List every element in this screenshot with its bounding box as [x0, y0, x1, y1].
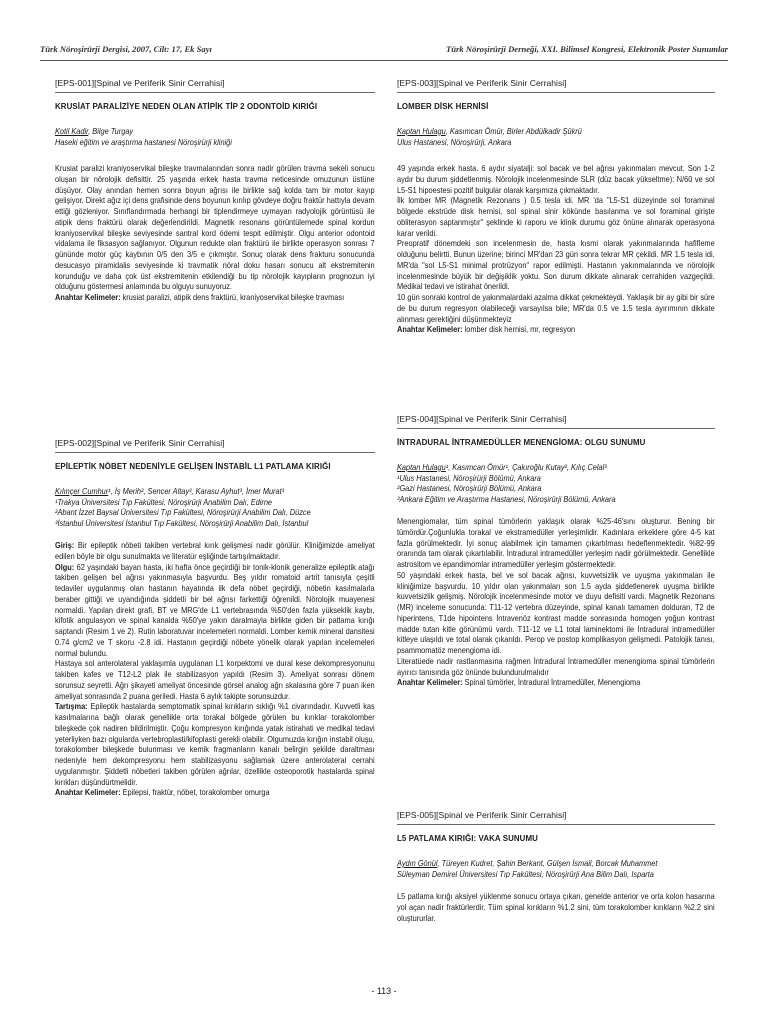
author-list [55, 127, 375, 138]
co-authors: , Türeyen Kudret, Şahin Berkant, Gülşen İsmail, Borcak Muhammet [437, 859, 658, 868]
abstract-code: [EPS-001][Spinal ve Periferik Sinir Cerrahisi] [55, 78, 225, 88]
presenting-author: Aydın Gönül [397, 859, 438, 868]
body-paragraph: İlk lomber MR (Magnetik Rezonans ) 0.5 tesla idi. MR 'da "L5-S1 düzeyinde sol foraminal bölgede ekstrüde disk hernisi, sol spinal sinir kökünde basılanma ve sol foraminal girişte obliterasyon saptanmıştır" şeklinde ki raporu ve klinik durumu göz önüne alınarak operasyona karar verildi. [397, 196, 715, 238]
abstract-code: [EPS-005][Spinal ve Periferik Sinir Cerrahisi] [397, 810, 567, 820]
body-paragraph: Hastaya sol anterolateral yaklaşımla uygulanan L1 korpektomi ve dural kese dekompresyonunu takiben kafes ve T12-L2 plak ile stabilizasyon yapıldı (Resim 3). Ameliyat sonrası dönem sorunsuz seyretti. Ağrı şikayeti ameliyat öncesinde görsel analog ağrı skalasına göre 7 puan iken ameliyat sonrasında 2 puana geriledi. Hasta 6 aylık takipte sorunsuzdur. [55, 659, 375, 701]
running-header [40, 44, 728, 58]
presenting-author: Kaptan Hulagu [397, 463, 446, 472]
keywords [55, 293, 375, 304]
abstract-body [397, 892, 715, 924]
header-rule [40, 60, 728, 61]
code-rule [397, 824, 715, 825]
author-list [397, 463, 715, 474]
author-list [397, 127, 715, 138]
presenting-author: Kaptan Hulagu [397, 127, 446, 136]
body-paragraph: Olgu: 62 yaşındaki bayan hasta, iki hafta önce geçirdiği bir tonik-klonik generalize epileptik atağı takiben gelişen bel ağrısı yakınmasıyla başvurdu. Beş yıldır romatoid artrit tanısıyla çeşitli tedaviler uygulanmış olan hastanın hayatında ilk defa nöbet geçirdiği, nöbetin kasılmalarla beraber gittiği ve uyandığında şiddetli bir bel ağrısı farkettiği öğrenildi. Nörolojik muayenesi normaldi. Yapılan direkt grafi, BT ve MRG'de L1 vertebrasında %50'den fazla yükseklik kaybı, kifotik angulasyon ve spinal kanalda %50'ye yakın daralmayla birlikte giden bir patlama kırığı saptandı (Resim 1 ve 2). Rutin laboratuvar incelemeleri normaldi. Lomber kemik mineral dansitesi 0.74 g/cm2 ve T skoru -2.8 idi. Hastanın geçirdiği nöbete yönelik olarak yapılan incelemeleri normal bulundu. [55, 562, 375, 658]
author-list [397, 859, 715, 870]
body-paragraph: Literatüede nadir rastlanmasına rağmen İntradural İntramedüller menengioma spinal tümörlerin ayırıcı tanısında göz önünde bulundurulmalıdır [397, 656, 715, 677]
keywords-label: Anahtar Kelimeler: [397, 325, 463, 335]
abstract-body [397, 517, 715, 689]
affiliation: ²Abant İzzet Baysal Üniversitesi Tıp Fakültesi, Nöroşirürji Anabilim Dalı, Düzce [55, 508, 311, 517]
abstract-eps-004 [397, 413, 715, 689]
affiliation: ²Gazi Hastanesi, Nöroşirürji Bölümü, Ankara [397, 484, 542, 493]
keywords [397, 325, 715, 336]
body-paragraph: Giriş: Bir epileptik nöbeti takiben vertebral kırık gelişmesi nadir görülür. Kliniğimizde ameliyat edilen böyle bir olgu sunulmakta ve literatür eşliğinde tartışılmaktadır. [55, 541, 375, 561]
body-paragraph: Menengiomalar, tüm spinal tümörlerin yaklaşık olarak %25-46'sını oluşturur. Bening bir tümördür.Çoğunlukla torakal ve ekstramedüller yerleşimlidir. Kadınlara erkeklere göre 4-5 kat fazla görülmektedir. İyi sonuç alabilmek için tamamen çıkartılması hedeflenmektedir. %82-99 oranında tam olarak çıkartılabilir. İntradural intramedüller yerleşim nadir görülmektedir. Genellikle astrositom ve epandimomlar intramedüller yerleşim göstermektedir. [397, 517, 715, 569]
affiliation: ¹Ulus Hastanesi, Nöroşirürji Bölümü, Ankara [397, 473, 541, 483]
co-authors: , Kasımcan Ömür, Birler Abdülkadir Şükrü [445, 127, 582, 136]
body-paragraph: Krusiat paralizi kraniyoservikal bileşke travmalarından sonra nadir görülen travma sekeli sonucu oluşan bir nörolojik defisittir. 25 yaşında erkek hasta travma neticesinde omuzunun üstüne düşüyor. Olay anından hemen sonra boyun ağrısı ile birlikte sağ kolda tam bir motor kayıp gelişiyor. Direkt ağız içi dens grafisinde dens boyunun kırılıp gövdeye doğru fraktür hattıyla devam ettiği gözleniyor. Sınıflandırmada herhangi bir tiplendirmeye uymayan radyolojik görüntüsü ile atipik dens fraktürü olarak değerlendirildi. Magnetik resonans görüntülemede spinal kordun kraniyoservikal bileşke seviyesinde santral kord ödemi tespit edilmiştir. Olgu anterior odontoid vidalama ile fiksasyon sağlanıyor. Olgunun redukte olan fraktürü ile birlikte operasyon sonrası 7 gününde motor güç kaybının 0/5 den 3/5 e çıkmıştır. Sonuç olarak dens frakturu sonucunda desucasyo piramidalis seviyesinde ki travmatik nöral doku hasarı sonucu alt ekstremitenin korunduğu ve daha çok üst ekstremitenin etkilendiği bu tip nörolojik kayıpların prognozun iyi olduğunu göstermesi anlamında bu olguyu sunuyoruz. [55, 164, 375, 292]
section-label: Olgu: [55, 562, 75, 572]
presenting-author: Kılınçer Cumhur [55, 487, 109, 496]
section-label: Giriş: [55, 541, 75, 550]
code-rule [397, 428, 715, 429]
affiliation: Süleyman Demirel Üniversitesi Tıp Fakültesi, Nöroşirürji Ana Bilim Dalı, Isparta [397, 869, 654, 879]
journal-header: Türk Nöroşirürji Dergisi, 2007, Cilt: 17, Ek Sayı [40, 44, 212, 54]
keywords-label: Anahtar Kelimeler: [55, 293, 121, 302]
page-number: - 113 - [371, 986, 397, 996]
abstract-body [55, 541, 375, 799]
abstract-code: [EPS-003][Spinal ve Periferik Sinir Cerrahisi] [397, 78, 567, 88]
section-label: Tartışma: [55, 702, 88, 712]
affiliation: Haseki eğitim ve araştırma hastanesi Nöroşirürji kliniği [55, 137, 232, 147]
body-paragraph: Tartışma: Epileptik hastalarda semptomatik spinal kırıkların sıklığı %1 civarındadır. Kuvvetli kas kasılmalarına bağlı olarak genellikle orta torakal bölgede görülen bu kırıklar torakolomber bileşkede çok nadiren bildirilmiştir. Çoğu kompresyon kırığında yatak istirahati ve medikal tedavi yeterliyken bazı olgularda vertebroplasti/kifoplasti gerekli olabilir. Olgumuzda kırığın instabil oluşu, torakolomber bileşkede bulunması ve kemik fragmanların kanalı belirgin şekilde daraltması nedeniyle hem dekompresyonu hem stabilizasyonu sağlamak üzere anterolateral cerrahi uygulanmıştır. Şiddetli nöbetleri takiben görülen ağrılar, özellikle osteoporotik hastalarda spinal kırıkları düşündürtmelidir. [55, 702, 375, 787]
affiliation: Ulus Hastanesi, Nöroşirürji, Ankara [397, 137, 512, 147]
body-paragraph: L5 patlama kırığı aksiyel yüklenme sonucu ortaya çıkan, genelde anterior ve orta kolon hasarına yol açan nadir fraktürlerdir. Tüm spinal kırıkların %1.2 sini, tüm torakolomber kırıkların %2.2 sini oluştururlar. [397, 892, 715, 923]
body-paragraph: Preopratif dönemdeki son incelenmesin de, hasta kısmi olarak yakınmalarında hafifleme olduğunu belirtti. Bunun üzerine; birinci MR'dan 23 gün sonra tekrar MR çekildi. MR 1.5 tesla idi. MR'da "sol L5-S1 minimal protrüzyon" rapor edilmişti. Hastanın yakınmalarında ve nörolojik incelenmesinde büyük bir değişiklik yoktu. Son durum dikkate alınarak cerrahiden vazgeçildi. Medikal tedavi ve istirahat önerildi. [397, 239, 715, 292]
co-authors: , Bilge Turgay [88, 127, 134, 136]
congress-header: Türk Nöroşirürji Derneği, XXI. Bilimsel Kongresi, Elektronik Poster Sunumlar [446, 44, 728, 54]
author-list [55, 487, 375, 498]
body-paragraph: 10 gün sonraki kontrol de yakınmalardaki azalma dikkat çekmekteydi. Yaklaşık bir ay gibi bir süre de bu durum regresyon olabileceği varsayılsa bile; MR'da 0.5 ve 1.5 tesla ayırımının dikkate alınması gerektiğini düşünmekteyiz [397, 293, 715, 324]
abstract-eps-005 [397, 809, 715, 924]
co-authors: ¹, Kasımcan Ömür¹, Çakıroğlu Kutay², Kılıç Celal³ [445, 463, 607, 472]
code-rule [397, 92, 715, 93]
abstract-title: İNTRADURAL İNTRAMEDÜLLER MENENGİOMA: OLGU SUNUMU [397, 437, 646, 447]
abstract-title: LOMBER DİSK HERNİSİ [397, 101, 489, 111]
presenting-author: Kotil Kadir [55, 127, 89, 136]
keywords-text: Spinal tümörler, İntradural İntramedüller, Menengioma [464, 678, 641, 688]
code-rule [55, 452, 375, 453]
body-paragraph: 49 yaşında erkek hasta. 6 aydır siyatalji: sol bacak ve bel ağrısı yakınmaları mevcut. Son 1-2 aydır bu durum şiddetlenmiş. Nörolojik incelenmesinde SLR (düz bacak yükseltme): N/60 ve sol L5-S1 hipoestesi pozitif bulgular olarak karşımıza çıkmaktadır. [397, 164, 715, 195]
abstract-eps-001 [55, 77, 375, 304]
code-rule [55, 92, 375, 93]
keywords-text: Epilepsi, fraktür, nöbet, torakolomber omurga [122, 788, 270, 798]
abstract-body [55, 164, 375, 304]
keywords-label: Anahtar Kelimeler: [397, 678, 463, 688]
keywords-text: krusiat paralizi, atipik dens fraktürü, kraniyoservikal bileşke travması [122, 293, 345, 302]
abstract-title: EPİLEPTİK NÖBET NEDENİYLE GELİŞEN İNSTABİL L1 PATLAMA KIRIĞI [55, 461, 331, 471]
keywords-label: Anahtar Kelimeler: [55, 788, 121, 798]
co-authors: ¹, İş Merih², Sencer Altay³, Karasu Ayhut³, İmer Murat³ [108, 487, 285, 496]
keywords [55, 788, 375, 799]
affiliation: ³Ankara Eğitim ve Araştırma Hastanesi, Nöroşirürji Bölümü, Ankara [397, 494, 616, 504]
abstract-code: [EPS-004][Spinal ve Periferik Sinir Cerrahisi] [397, 414, 567, 424]
body-paragraph: 50 yaşındaki erkek hasta, bel ve sol bacak ağrısı, kuvvetsizlik ve uyuşma yakınmaları ile kliniğimize başvurdu. 10 yıldır olan yakınmaları son 1.5 ayda şiddetlenerek uyuşma birlikte kuvvetsizlik gelişmiş. Nörolojik incelenmesinde motor ve duyu defisiti vardı. Magnetik Rezonans (MR) inceleme sonucunda: T11-12 vertebra düzeyinde, spinal kanalı tamamen dolduran, T2 de hiperintens, T1de hipointens İntravenöz kontrast madde sonrasında homogen yoğun kontrast madde tutan kitle görünümü vardı. T11-12 ve L1 total laminektomi ile İntradural intramedüller kitleye ulaşıldı ve total olarak çıkarıldı. Perop ve postop komplikasyon gelişmedi. Patolojik tanısı, psammomatöz menengioma idi. [397, 570, 715, 655]
abstract-body [397, 164, 715, 336]
abstract-title: L5 PATLAMA KIRIĞI: VAKA SUNUMU [397, 833, 538, 843]
keywords [397, 678, 715, 689]
abstract-eps-003 [397, 77, 715, 336]
keywords-text: lomber disk hernisi, mr, regresyon [464, 325, 576, 335]
affiliation: ¹Trakya Üniversitesi Tıp Fakültesi, Nöroşirürji Anabilim Dalı, Edirne [55, 497, 273, 507]
abstract-title: KRUSİAT PARALİZİYE NEDEN OLAN ATİPİK TİP 2 ODONTOİD KIRIĞI [55, 101, 318, 111]
abstract-code: [EPS-002][Spinal ve Periferik Sinir Cerrahisi] [55, 438, 225, 448]
affiliation: ³İstanbul Üniversitesi İstanbul Tıp Fakültesi, Nöroşirürji Anabilim Dalı, İstanbul [55, 518, 309, 528]
abstract-eps-002 [55, 437, 375, 799]
